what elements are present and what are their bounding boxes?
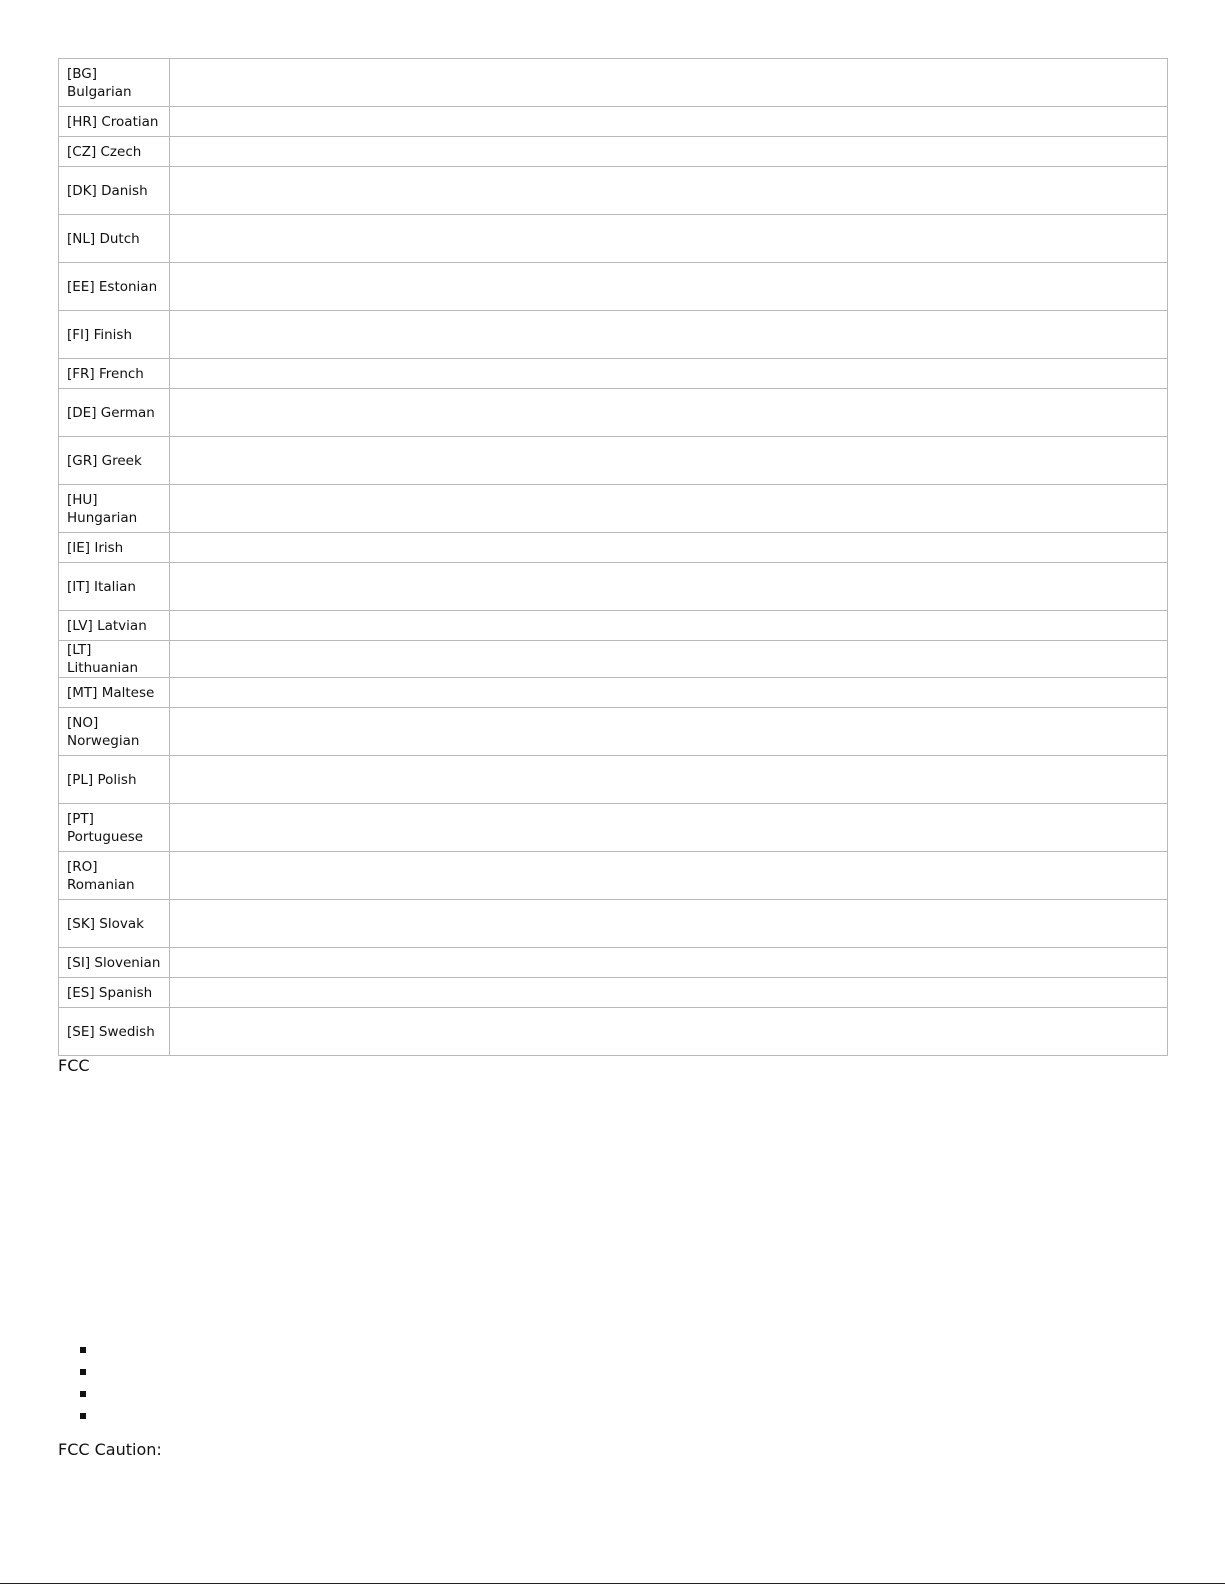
declaration-text <box>170 852 1168 900</box>
language-label: [CZ] Czech <box>59 137 170 167</box>
declaration-text <box>170 59 1168 107</box>
declaration-text <box>170 756 1168 804</box>
declaration-text <box>170 359 1168 389</box>
declaration-text <box>170 563 1168 611</box>
language-label: [GR] Greek <box>59 437 170 485</box>
declaration-text <box>170 107 1168 137</box>
table-row <box>59 611 1168 641</box>
language-label: [FI] Finish <box>59 311 170 359</box>
table-row <box>59 311 1168 359</box>
fcc-caution-heading: FCC Caution: <box>58 1440 162 1459</box>
table-row <box>59 167 1168 215</box>
square-bullet-icon <box>80 1391 86 1397</box>
language-label: [HU] Hungarian <box>59 485 170 533</box>
declaration-text <box>170 804 1168 852</box>
declaration-text <box>170 167 1168 215</box>
table-row <box>59 359 1168 389</box>
declaration-text <box>170 708 1168 756</box>
language-label: [SI] Slovenian <box>59 948 170 978</box>
table-row <box>59 708 1168 756</box>
language-label: [HR] Croatian <box>59 107 170 137</box>
language-label: [SK] Slovak <box>59 900 170 948</box>
table-row <box>59 533 1168 563</box>
table-row <box>59 948 1168 978</box>
language-label: [EE] Estonian <box>59 263 170 311</box>
declaration-text <box>170 678 1168 708</box>
table-row <box>59 641 1168 678</box>
language-label: [SE] Swedish <box>59 1008 170 1056</box>
declaration-text <box>170 900 1168 948</box>
fcc-heading: FCC <box>58 1056 90 1075</box>
page-bottom-divider <box>0 1583 1225 1584</box>
declaration-text <box>170 1008 1168 1056</box>
declaration-text <box>170 389 1168 437</box>
language-label: [DE] German <box>59 389 170 437</box>
table-row <box>59 678 1168 708</box>
language-label: [NL] Dutch <box>59 215 170 263</box>
table-row <box>59 1008 1168 1056</box>
declaration-text <box>170 533 1168 563</box>
table-row <box>59 563 1168 611</box>
table-row <box>59 389 1168 437</box>
language-label: [PT] Portuguese <box>59 804 170 852</box>
table-row <box>59 59 1168 107</box>
table-row <box>59 485 1168 533</box>
table-row <box>59 263 1168 311</box>
square-bullet-icon <box>80 1369 86 1375</box>
table-row <box>59 756 1168 804</box>
table-row <box>59 804 1168 852</box>
table-row <box>59 852 1168 900</box>
declaration-text <box>170 311 1168 359</box>
declaration-text <box>170 641 1168 678</box>
declaration-text <box>170 611 1168 641</box>
language-label: [ES] Spanish <box>59 978 170 1008</box>
language-label: [FR] French <box>59 359 170 389</box>
declaration-text <box>170 485 1168 533</box>
table-row <box>59 437 1168 485</box>
declaration-text <box>170 215 1168 263</box>
language-label: [LV] Latvian <box>59 611 170 641</box>
declaration-text <box>170 948 1168 978</box>
declaration-text <box>170 137 1168 167</box>
table-row <box>59 978 1168 1008</box>
language-label: [MT] Maltese <box>59 678 170 708</box>
declaration-text <box>170 978 1168 1008</box>
language-label: [RO] Romanian <box>59 852 170 900</box>
language-label: [LT] Lithuanian <box>59 641 170 678</box>
language-label: [IT] Italian <box>59 563 170 611</box>
language-declaration-table <box>58 58 1168 1056</box>
square-bullet-icon <box>80 1413 86 1419</box>
language-label: [IE] Irish <box>59 533 170 563</box>
declaration-text <box>170 437 1168 485</box>
language-label: [BG] Bulgarian <box>59 59 170 107</box>
language-label: [DK] Danish <box>59 167 170 215</box>
table-row <box>59 107 1168 137</box>
language-label: [NO] Norwegian <box>59 708 170 756</box>
language-label: [PL] Polish <box>59 756 170 804</box>
table-row <box>59 900 1168 948</box>
table-row <box>59 137 1168 167</box>
declaration-text <box>170 263 1168 311</box>
square-bullet-icon <box>80 1347 86 1353</box>
table-row <box>59 215 1168 263</box>
